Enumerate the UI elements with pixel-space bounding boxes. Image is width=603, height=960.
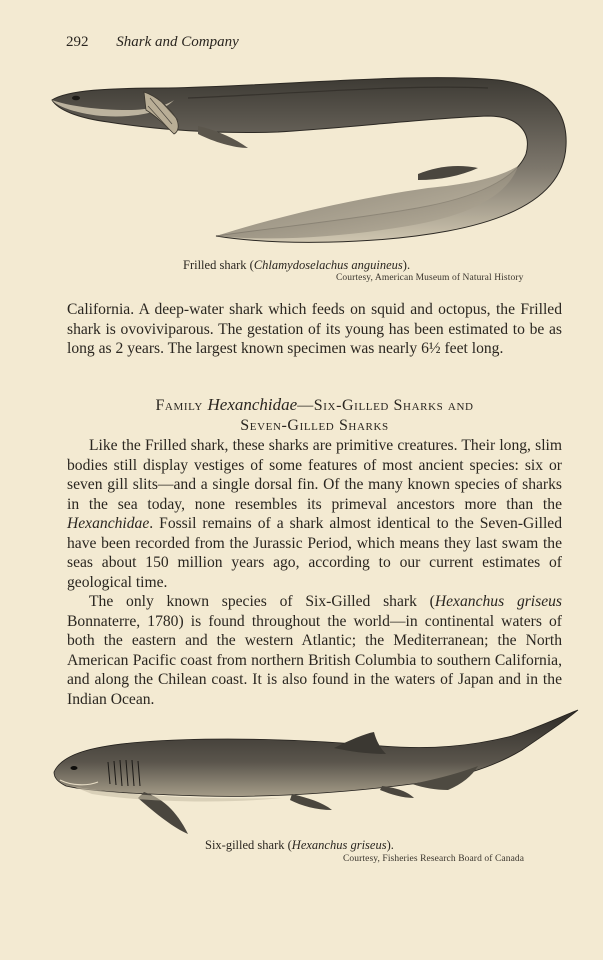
- paragraph-2-italic: Hexanchidae: [67, 515, 150, 532]
- section-title-line-1: —Six-Gilled Sharks and: [297, 397, 474, 414]
- body-paragraphs-2-3: [67, 436, 562, 709]
- body-paragraph-1: [67, 300, 562, 359]
- section-family-name: Hexanchidae: [207, 395, 298, 414]
- book-title: Shark and Company: [116, 34, 239, 50]
- page-number: 292: [66, 34, 89, 50]
- figure2-caption: [205, 838, 394, 853]
- figure1-caption-scientific-name: Chlamydoselachus anguineus: [253, 258, 403, 272]
- section-prefix: Family: [155, 397, 208, 414]
- figure1-caption-prefix: Frilled shark (: [183, 258, 254, 272]
- section-heading: [67, 395, 562, 436]
- figure2-caption-prefix: Six-gilled shark (: [205, 838, 292, 852]
- figure2-caption-scientific-name: Hexanchus griseus: [291, 838, 387, 852]
- section-title-line-2: Seven-Gilled Sharks: [240, 417, 389, 434]
- paragraph-2-part-2: . Fossil remains of a shark almost identical to the Seven-Gilled have been recorded from the Jurassic Period, which means they last swam the seas about 150 million years ago, according to our current estimates of geological time.: [67, 515, 562, 591]
- figure1-caption: [183, 258, 410, 273]
- paragraph-1-text: California. A deep-water shark which feeds on squid and octopus, the Frilled shark is ovoviviparous. The gestation of its young has been estimated to be as long as 2 years. The largest known specimen was nearly 6½ feet long.: [67, 301, 562, 357]
- figure1-credit: Courtesy, American Museum of Natural History: [336, 273, 524, 283]
- figure2-credit: Courtesy, Fisheries Research Board of Canada: [343, 854, 525, 864]
- section-heading-line-1: [67, 395, 562, 416]
- six-gilled-shark-illustration: [52, 706, 582, 841]
- paragraph-3-part-1: The only known species of Six-Gilled shark (: [89, 593, 435, 610]
- paragraph-3-italic: Hexanchus griseus: [434, 593, 562, 610]
- paragraph-2: [67, 436, 562, 592]
- paragraph-2-part-1: Like the Frilled shark, these sharks are primitive creatures. Their long, slim bodies still display vestiges of some features of most ancient species: six or seven gill slits—and a single dorsal fin. Of the many known species of sharks in the sea today, none resembles its primeval ancestors more than the: [67, 437, 562, 513]
- paragraph-3-part-2: Bonnaterre, 1780) is found throughout the world—in continental waters of both the eastern and the western Atlantic; the Mediterranean; the North American Pacific coast from northern British Columbia to southern California, and along the Chilean coast. It is also found in the waters of Japan and in the Indian Ocean.: [67, 612, 562, 708]
- running-head: [66, 34, 239, 51]
- figure2-caption-suffix: ).: [386, 838, 394, 852]
- frilled-shark-illustration: [48, 66, 578, 251]
- figure1-caption-suffix: ).: [402, 258, 411, 272]
- paragraph-3: [67, 592, 562, 709]
